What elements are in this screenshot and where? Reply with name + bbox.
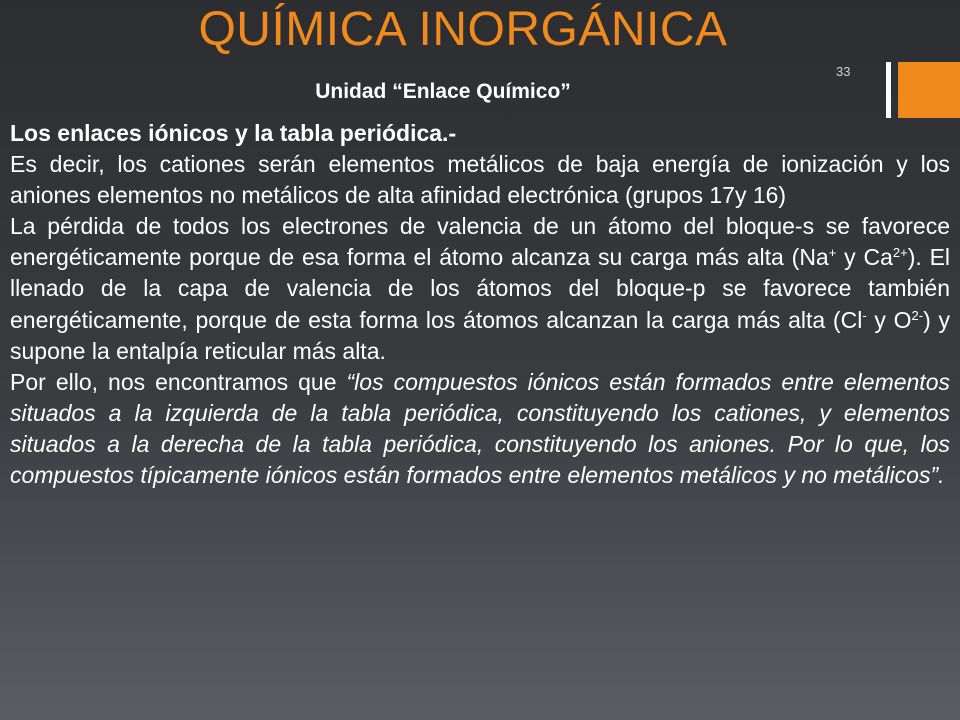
paragraph-2-text-e: ) y supone la entalpía reticular más alta. [10, 306, 950, 364]
superscript-o: 2- [911, 307, 924, 323]
superscript-na: + [828, 245, 837, 261]
slide-title: QUÍMICA INORGÁNICA [198, 3, 728, 56]
decorative-orange-bar [898, 62, 960, 118]
paragraph-3 [10, 367, 950, 491]
superscript-cl: - [862, 307, 867, 323]
paragraph-3-quote: “los compuestos iónicos están formados entre elementos situados a la izquierda de la tabla periódica, constituyendo los cationes, y elementos situados a la derecha de la tabla periódica, constituyendo los aniones. Por lo que, los compuestos típicamente iónicos están formados entre elementos metálicos y no metálicos”. [10, 368, 950, 489]
paragraph-3-text: Por ello, nos encontramos que [10, 368, 347, 395]
paragraph-2-text-a: La pérdida de todos los electrones de valencia de un átomo del bloque-s se favorece energéticamente porque de esa forma el átomo alcanza su carga más alta (Na [10, 213, 950, 271]
paragraph-2-text-c: ). El llenado de la capa de valencia de los átomos del bloque-p se favorece también energéticamente, porque de esta forma los átomos alcanzan la carga más alta (Cl [10, 244, 951, 333]
superscript-ca: 2+ [892, 245, 908, 261]
paragraph-2 [10, 211, 950, 366]
paragraph-1: Es decir, los cationes serán elementos metálicos de baja energía de ionización y los aniones elementos no metálicos de alta afinidad electrónica (grupos 17y 16) [10, 151, 950, 209]
paragraph-2-text-d: y O [866, 306, 912, 333]
paragraph-2-text-b: y Ca [836, 244, 893, 271]
slide-number: 33 [836, 64, 851, 79]
decorative-white-bar [886, 62, 891, 118]
slide-body [10, 118, 950, 491]
section-heading: Los enlaces iónicos y la tabla periódica.- [10, 120, 457, 146]
slide-subtitle: Unidad “Enlace Químico” [315, 80, 571, 103]
